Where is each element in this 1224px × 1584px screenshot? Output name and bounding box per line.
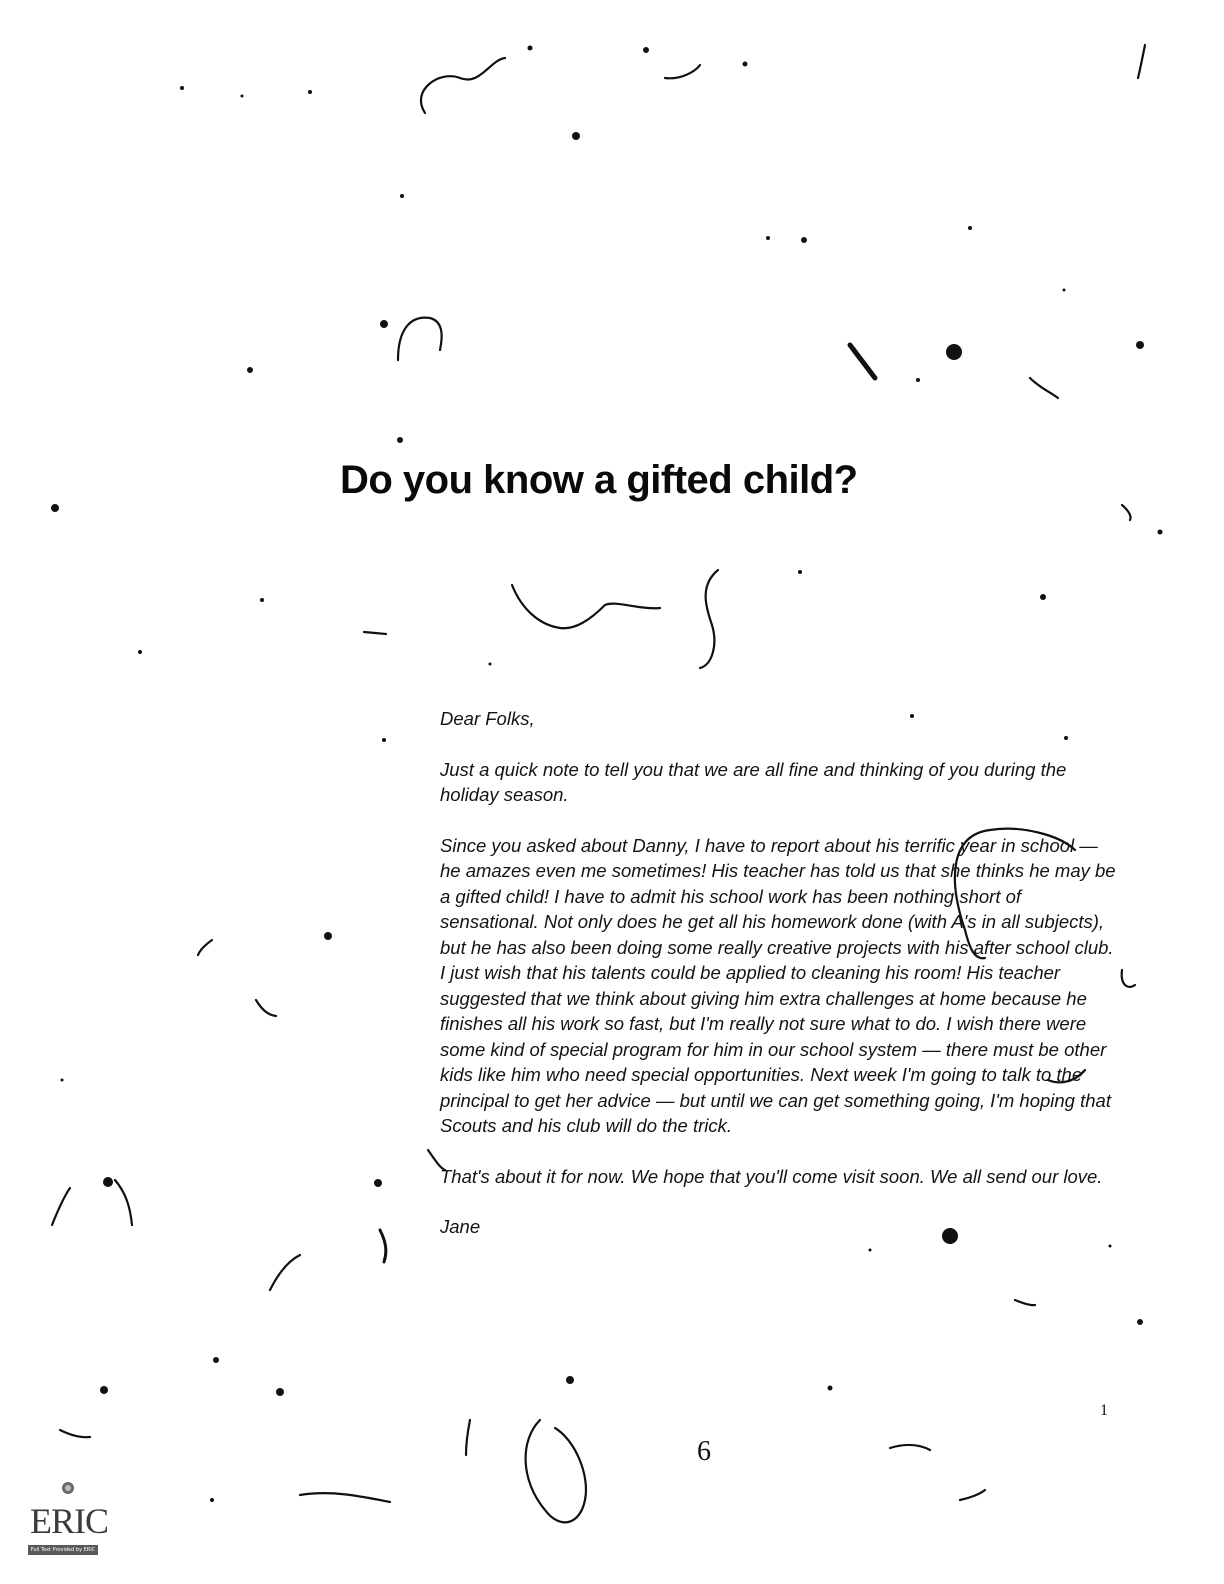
letter-salutation: Dear Folks, [440,708,535,729]
page-title: Do you know a gifted child? [340,458,858,502]
eric-tagline: Full Text Provided by ERIC [28,1545,98,1555]
page-number: 6 [697,1436,711,1467]
eric-logo-text: ERIC [30,1501,109,1541]
letter-paragraph-2: Since you asked about Danny, I have to report about his terrific year in school — he amazes even me sometimes! His teacher has told us that she thinks he may be a gifted child! I have to admit his school work has been nothing short of sensational. Not only does he get all his homework done (with A's in all subjects), but he has also been doing some really creative projects with his after school club. I just wish that his talents could be applied to cleaning his room! His teacher suggested that we think about giving him extra challenges at home because he finishes all his work so fast, but I'm really not sure what to do. I wish there were some kind of special program for him in our school system — there must be other kids like him who need special opportunities. Next week I'm going to talk to the principal to get her advice — but until we can get something going, I'm hoping that Scouts and his club will do the trick. [440,834,1116,1136]
letter-paragraph-3: That's about it for now. We hope that you'll come visit soon. We all send our love. [440,1165,1103,1187]
letter-body [440,706,1120,1240]
corner-number: 1 [1100,1402,1108,1419]
letter-signature: Jane [440,1216,481,1237]
letter-paragraph-1: Just a quick note to tell you that we are all fine and thinking of you during the holiday season. [440,758,1067,805]
